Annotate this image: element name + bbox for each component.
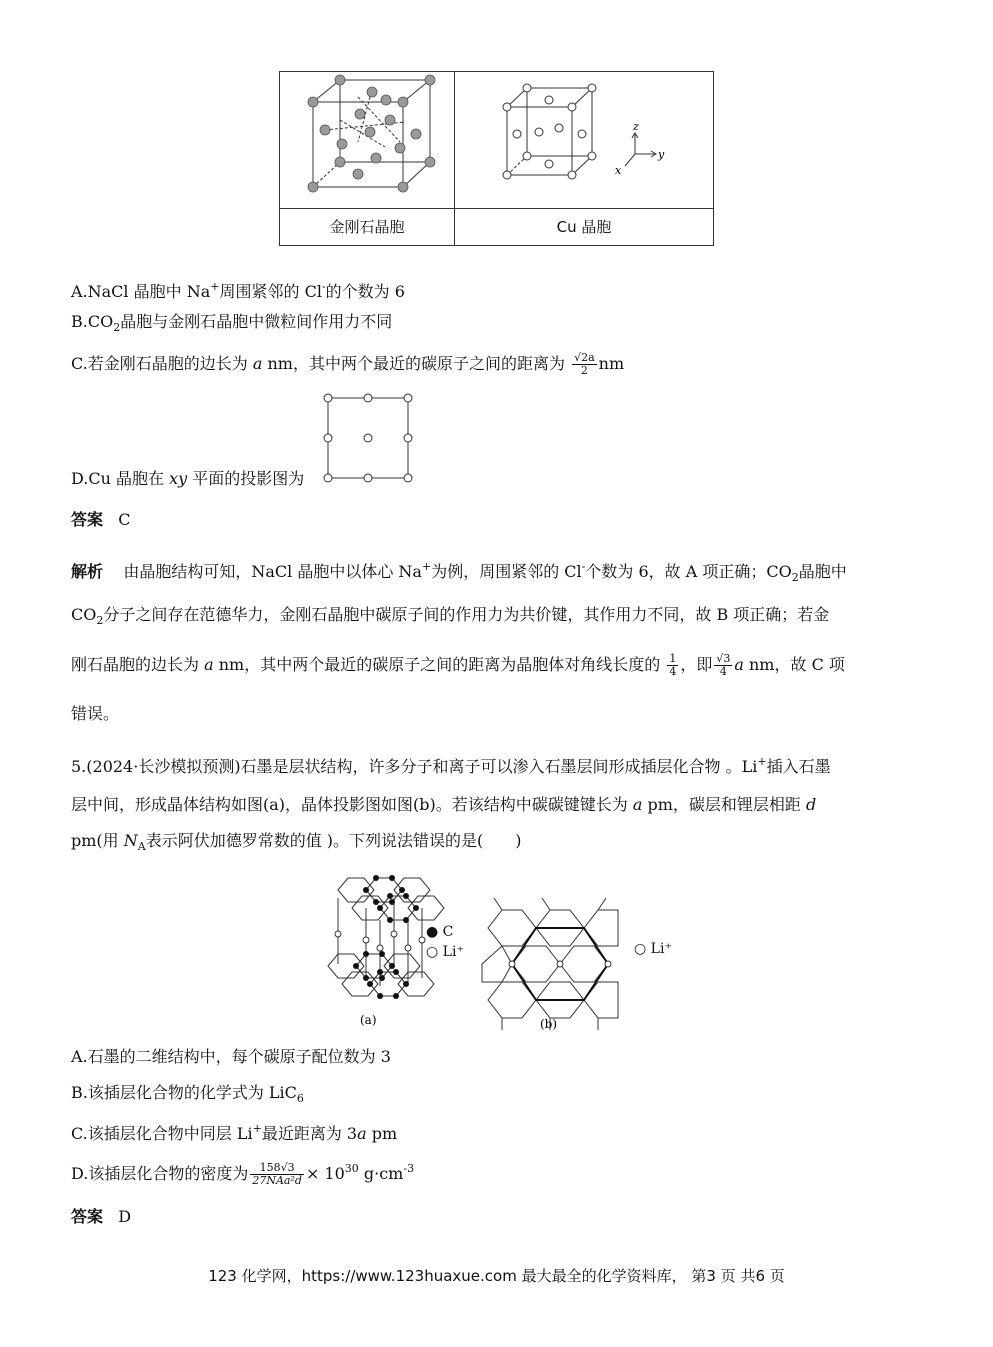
q5-option-d: D.该插层化合物的密度为 $\frac{158√3}{\text{27NAa²d}}$ × $10^{30}$ $g\cdot cm^{-3}$ [71,1161,415,1187]
q5-option-c: C.该插层化合物中同层 Li+最近距离为 3a pm [71,1122,398,1143]
cu-unit-cell-svg [455,72,713,204]
analysis-fraction-root3: $\frac{√3}{4}$ [716,652,731,678]
q5-stem-line-2: 层中间，形成晶体结构如图(a)，晶体投影图如图(b)。若该结构中碳碳键键长为 a pm，碳层和锂层相距 d [71,795,817,814]
q4-analysis-line-1: 解析 由晶胞结构可知，NaCl 晶胞中以体心 Na+为例，周围紧邻的 Cl-个数为 6，故 A 项正确；$CO_2$晶胞中 [71,560,847,584]
figure-b-label: (b) [540,1017,558,1030]
figure-a-legend-lithium: ○ Li⁺ [426,944,464,960]
q4-option-a: A.NaCl 晶胞中 Na+周围紧邻的 Cl-的个数为 6 [71,280,405,301]
q5-option-a: A.石墨的二维结构中，每个碳原子配位数为 3 [71,1047,391,1066]
q5-d-fraction: $\frac{158√3}{\text{27NAa²d}}$ [252,1161,302,1187]
cu-xy-projection-figure [322,392,418,484]
diamond-cell-figure [280,72,455,209]
diamond-unit-cell-svg [280,72,454,204]
diamond-cell-caption: 金刚石晶胞 [280,209,455,246]
axis-y-label: y [658,148,665,161]
graphite-projection-figure-b [478,898,630,1030]
q5-stem-line-3: pm(用 $N_A$表示阿伏加德罗常数的值 )。下列说法错误的是( ) [71,831,522,853]
figure-b-legend-lithium: ○ Li⁺ [634,941,672,957]
q4-analysis-line-4: 错误。 [71,704,120,723]
cu-cell-figure [455,72,714,209]
q4-option-b: $B.CO_2$晶胞与金刚石晶胞中微粒间作用力不同 [71,312,393,334]
q5-answer: 答案 D [71,1207,132,1226]
cu-cell-caption: Cu 晶胞 [455,209,714,246]
q5-stem-line-1: 5.(2024·长沙模拟预测)石墨是层状结构，许多分子和离子可以渗入石墨层间形成插层化合物 。Li+插入石墨 [71,755,831,776]
q4-analysis-line-3: 刚石晶胞的边长为 a nm，其中两个最近的碳原子之间的距离为晶胞体对角线长度的 $\frac{1}{4}$ ，即 $\frac{√3}{4}$ a nm，故 C 项 [71,652,845,678]
unit-cell-table [279,71,714,246]
figure-a-label: (a) [360,1013,377,1027]
axis-x-label: x [615,164,622,177]
q5-option-b: B.该插层化合物的化学式为 LiC$_6$ [71,1083,304,1105]
q4-c-fraction: $\frac{√2a}{2}$ [574,351,595,377]
figure-a-legend-carbon: ● C [426,924,454,940]
q4-answer: 答案 C [71,510,131,529]
q4-option-d: D.Cu 晶胞在 xy 平面的投影图为 [71,469,305,488]
axis-z-label: z [633,120,639,133]
q4-option-c: C.若金刚石晶胞的边长为 a nm，其中两个最近的碳原子之间的距离为 $\frac{√2a}{2}$ nm [71,351,625,377]
analysis-fraction-quarter: $\frac{1}{4}$ [669,652,677,678]
q4-analysis-line-2: $CO_2$分子之间存在范德华力，金刚石晶胞中碳原子间的作用力为共价键，其作用力不同，故 B 项正确；若金 [71,605,830,627]
page-footer: 123 化学网，https://www.123huaxue.com 最大最全的化学资料库， 第3 页 共6 页 [208,1267,785,1285]
